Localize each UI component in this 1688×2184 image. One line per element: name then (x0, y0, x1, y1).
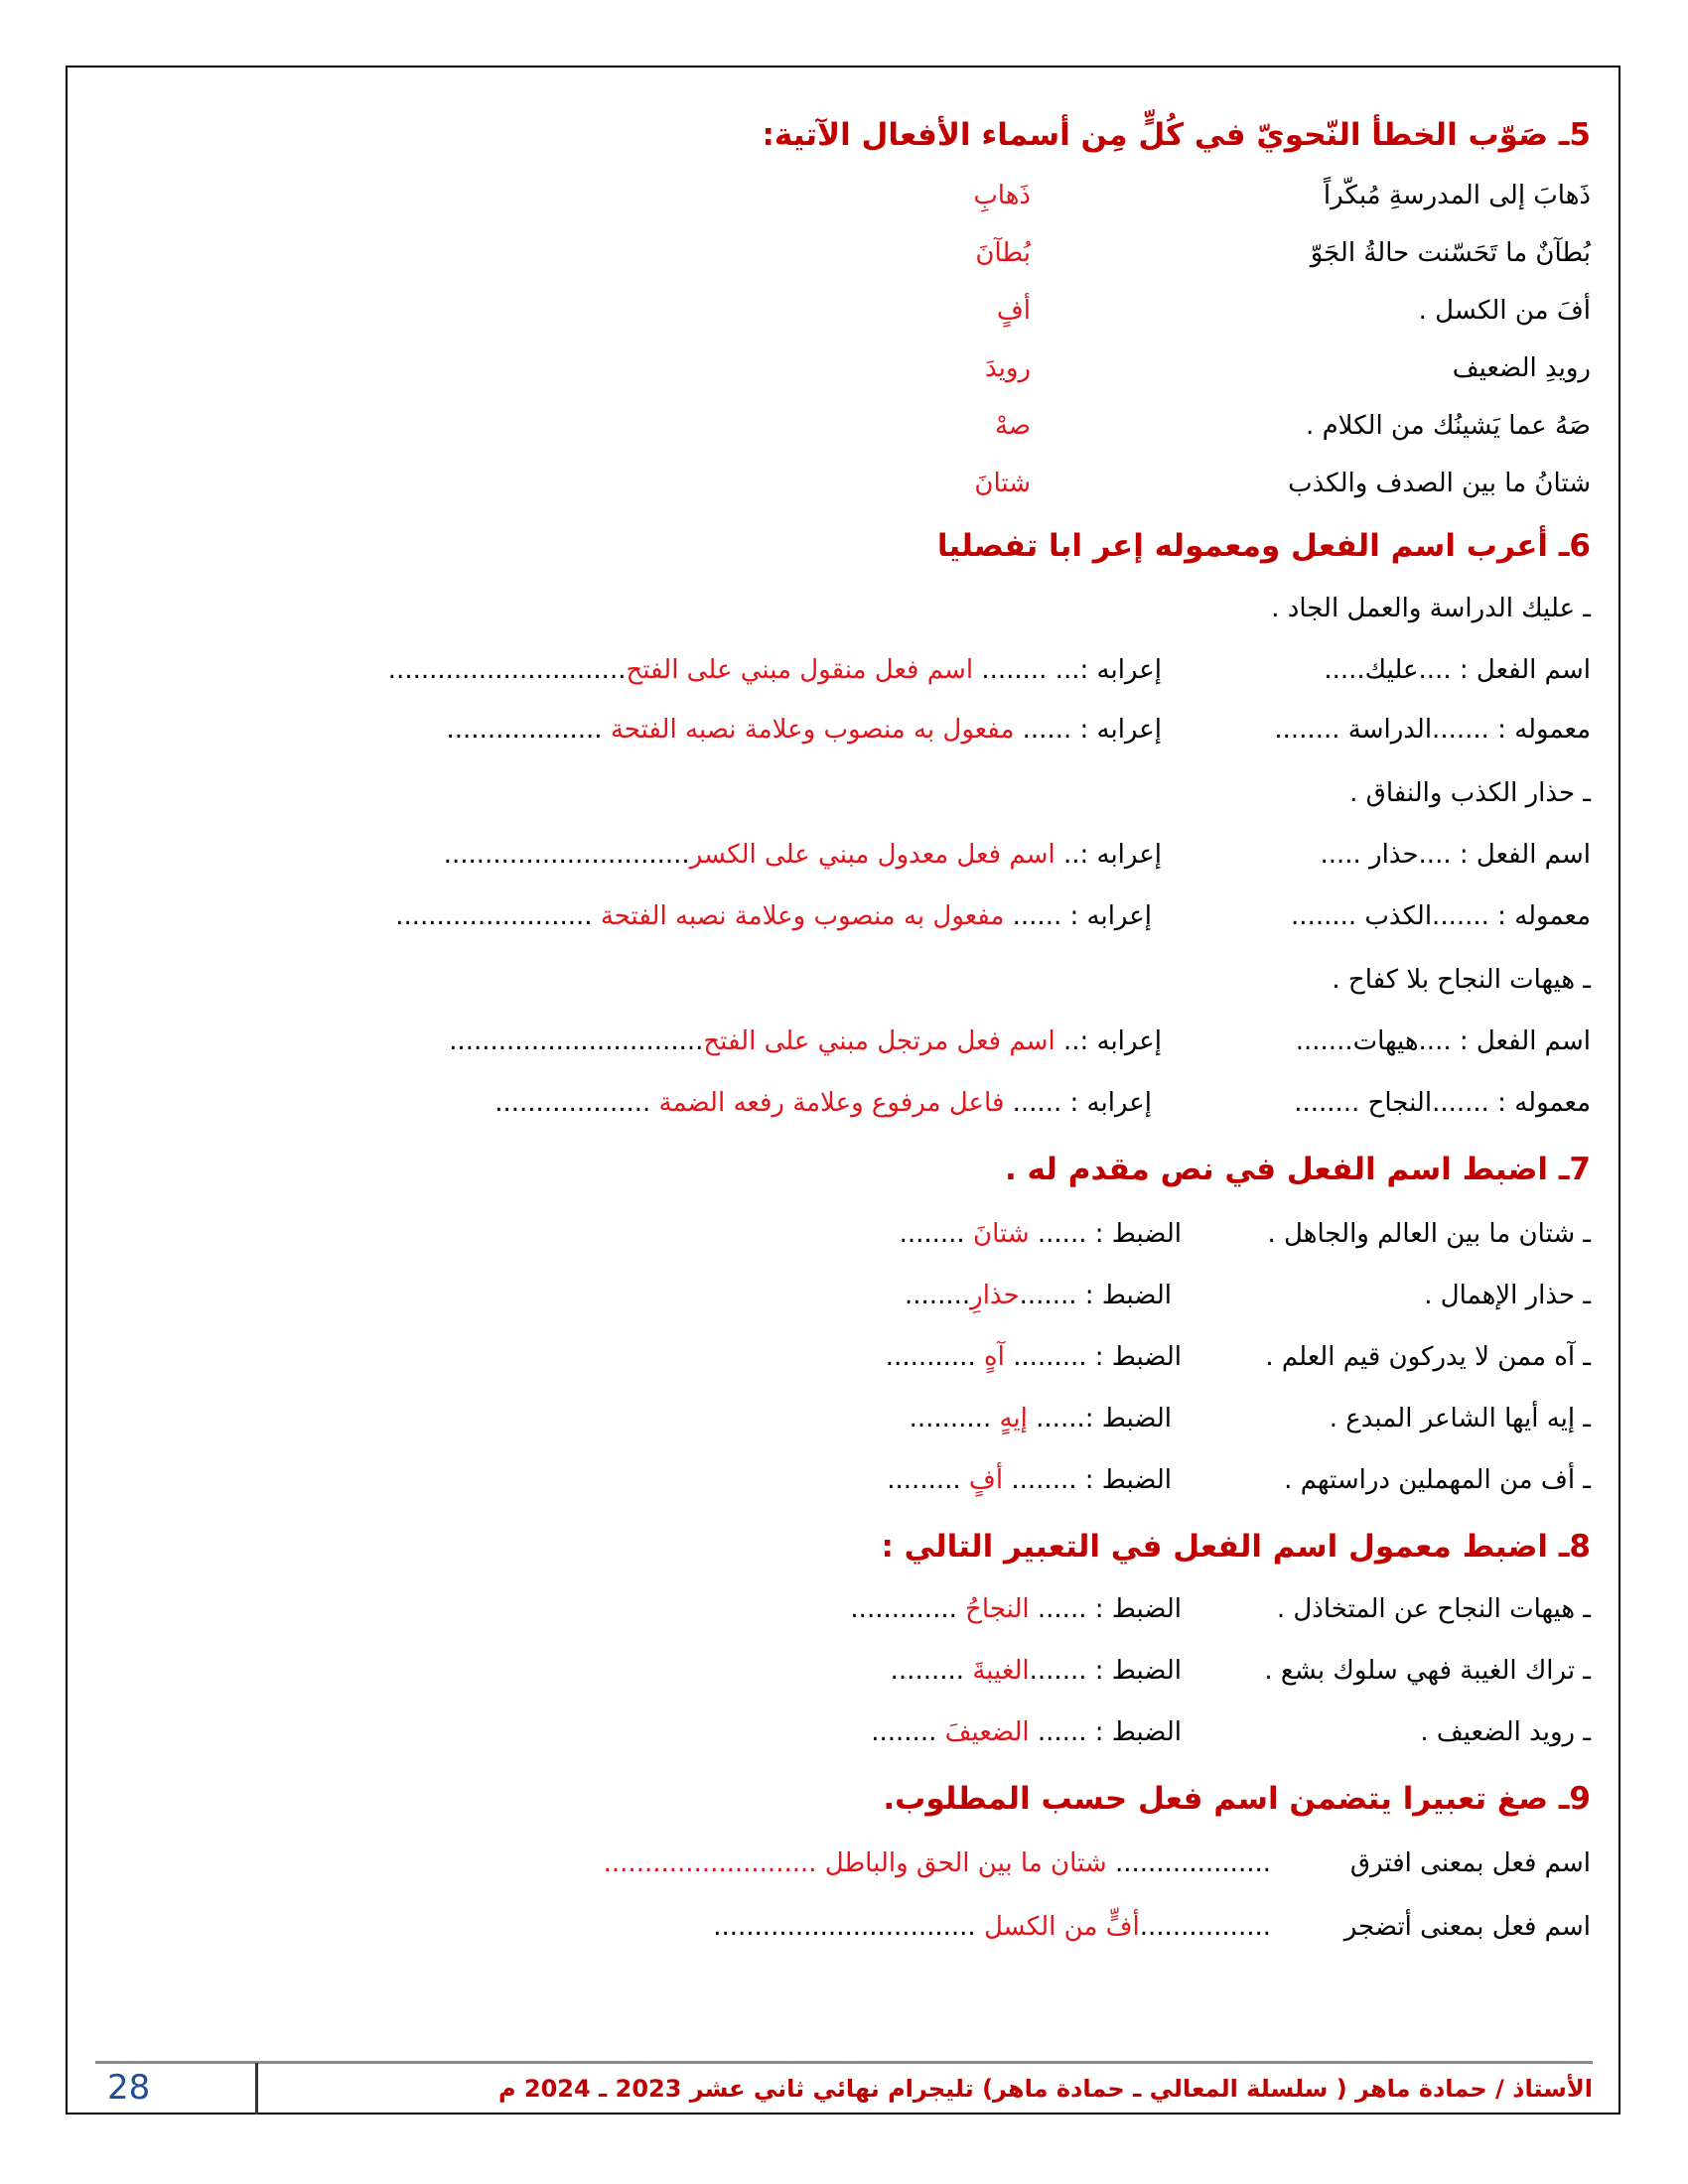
q6-verb-parse-3: إعرابه :.. اسم فعل مرتجل مبني على الفتح............................... (449, 1026, 1162, 1056)
q8-sentence-1: ـ هيهات النجاح عن المتخاذل . (1276, 1594, 1591, 1624)
q6-verb-name-3: اسم الفعل : ....هيهات....... (1295, 1026, 1591, 1056)
q5-answer-4: رويدَ (985, 353, 1031, 383)
q5-answer-2: بُطآنَ (975, 238, 1031, 268)
q5-sentence-4: رويدِ الضعيف (1452, 353, 1591, 383)
q6-object-parse-2: إعرابه : ...... مفعول به منصوب وعلامة نصبه الفتحة ........................ (395, 901, 1152, 931)
q5-answer-1: ذَهابِ (973, 181, 1031, 210)
q8-answer-2: الضبط : .......الغيبةَ ......... (890, 1656, 1182, 1686)
q9-prompt-2: اسم فعل بمعنى أتضجر (1343, 1912, 1591, 1942)
q8-title: 8ـ اضبط معمول اسم الفعل في التعبير التالي : (881, 1529, 1591, 1565)
q6-object-2: معموله : .......الكذب ........ (1291, 901, 1591, 931)
q7-answer-1: الضبط : ...... شتانَ ........ (899, 1219, 1182, 1249)
footer-separator (255, 2063, 258, 2115)
q7-answer-2: الضبط : .......حذارِ........ (905, 1281, 1172, 1310)
q6-verb-parse-2: إعرابه :.. اسم فعل معدول مبني على الكسر.............................. (443, 840, 1162, 870)
q5-sentence-1: ذَهابَ إلى المدرسةِ مُبكّراً (1323, 181, 1591, 210)
q5-answer-5: صهْ (994, 411, 1031, 441)
q7-sentence-2: ـ حذار الإهمال . (1424, 1281, 1591, 1310)
q6-verb-parse-1: إعرابه :... ........ اسم فعل منقول مبني على الفتح............................. (387, 655, 1162, 685)
page-number: 28 (107, 2068, 151, 2108)
q8-answer-1: الضبط : ...... النجاحُ ............. (850, 1594, 1182, 1624)
q7-sentence-5: ـ أف من المهملين دراستهم . (1284, 1465, 1591, 1495)
q6-sentence-1: ـ عليك الدراسة والعمل الجاد . (1271, 594, 1591, 623)
q5-title: 5ـ صَوّب الخطأ النّحويّ في كُلٍّ مِن أسماء الأفعال الآتية: (762, 117, 1591, 153)
q6-title: 6ـ أعرب اسم الفعل ومعموله إعر ابا تفصليا (936, 528, 1591, 564)
q6-sentence-2: ـ حذار الكذب والنفاق . (1349, 778, 1591, 808)
q9-answer-2: ................أفٍّ من الكسل ................................ (713, 1912, 1271, 1942)
q8-sentence-3: ـ رويد الضعيف . (1420, 1717, 1591, 1747)
q7-answer-5: الضبط : ........ أفٍ ......... (887, 1465, 1172, 1495)
q7-answer-3: الضبط : ......... آهٍ ........... (885, 1342, 1182, 1372)
q5-answer-6: شتانَ (974, 469, 1031, 498)
q7-title: 7ـ اضبط اسم الفعل في نص مقدم له . (1004, 1152, 1591, 1187)
q6-object-parse-3: إعرابه : ...... فاعل مرفوع وعلامة رفعه الضمة ................... (494, 1088, 1152, 1118)
q6-object-3: معموله : .......النجاح ........ (1294, 1088, 1591, 1118)
q7-answer-4: الضبط :...... إيهٍ .......... (909, 1404, 1172, 1433)
q9-answer-1: ................... شتان ما بين الحق والباطل .......................... (603, 1848, 1271, 1878)
q7-sentence-1: ـ شتان ما بين العالم والجاهل . (1267, 1219, 1591, 1249)
q5-answer-3: أفٍ (996, 296, 1031, 326)
footer-divider (95, 2061, 1593, 2064)
q6-verb-name-1: اسم الفعل : ....عليك..... (1324, 655, 1591, 685)
q9-title: 9ـ صغ تعبيرا يتضمن اسم فعل حسب المطلوب. (883, 1781, 1591, 1817)
q6-object-parse-1: إعرابه : ...... مفعول به منصوب وعلامة نصبه الفتحة ................... (446, 715, 1162, 745)
q5-sentence-2: بُطآنٌ ما تَحَسّنت حالةُ الجَوّ (1310, 238, 1591, 268)
q8-answer-3: الضبط : ...... الضعيفَ ........ (871, 1717, 1182, 1747)
footer-credit: الأستاذ / حمادة ماهر ( سلسلة المعالي ـ حمادة ماهر) تليجرام نهائي ثاني عشر 2023 ـ 2024 م (497, 2075, 1593, 2103)
q5-sentence-6: شتانُ ما بين الصدف والكذب (1288, 469, 1591, 498)
q6-object-1: معموله : .......الدراسة ........ (1274, 715, 1591, 745)
q7-sentence-3: ـ آه ممن لا يدركون قيم العلم . (1265, 1342, 1591, 1372)
q7-sentence-4: ـ إيه أيها الشاعر المبدع . (1329, 1404, 1591, 1433)
q9-prompt-1: اسم فعل بمعنى افترق (1349, 1848, 1591, 1878)
q5-sentence-5: صَهُ عما يَشينُك من الكلام . (1306, 411, 1591, 441)
q5-sentence-3: أفَ من الكسل . (1418, 296, 1591, 326)
q6-verb-name-2: اسم الفعل : ....حذار ..... (1320, 840, 1591, 870)
q6-sentence-3: ـ هيهات النجاح بلا كفاح . (1332, 965, 1591, 995)
q8-sentence-2: ـ تراك الغيبة فهي سلوك بشع . (1264, 1656, 1591, 1686)
